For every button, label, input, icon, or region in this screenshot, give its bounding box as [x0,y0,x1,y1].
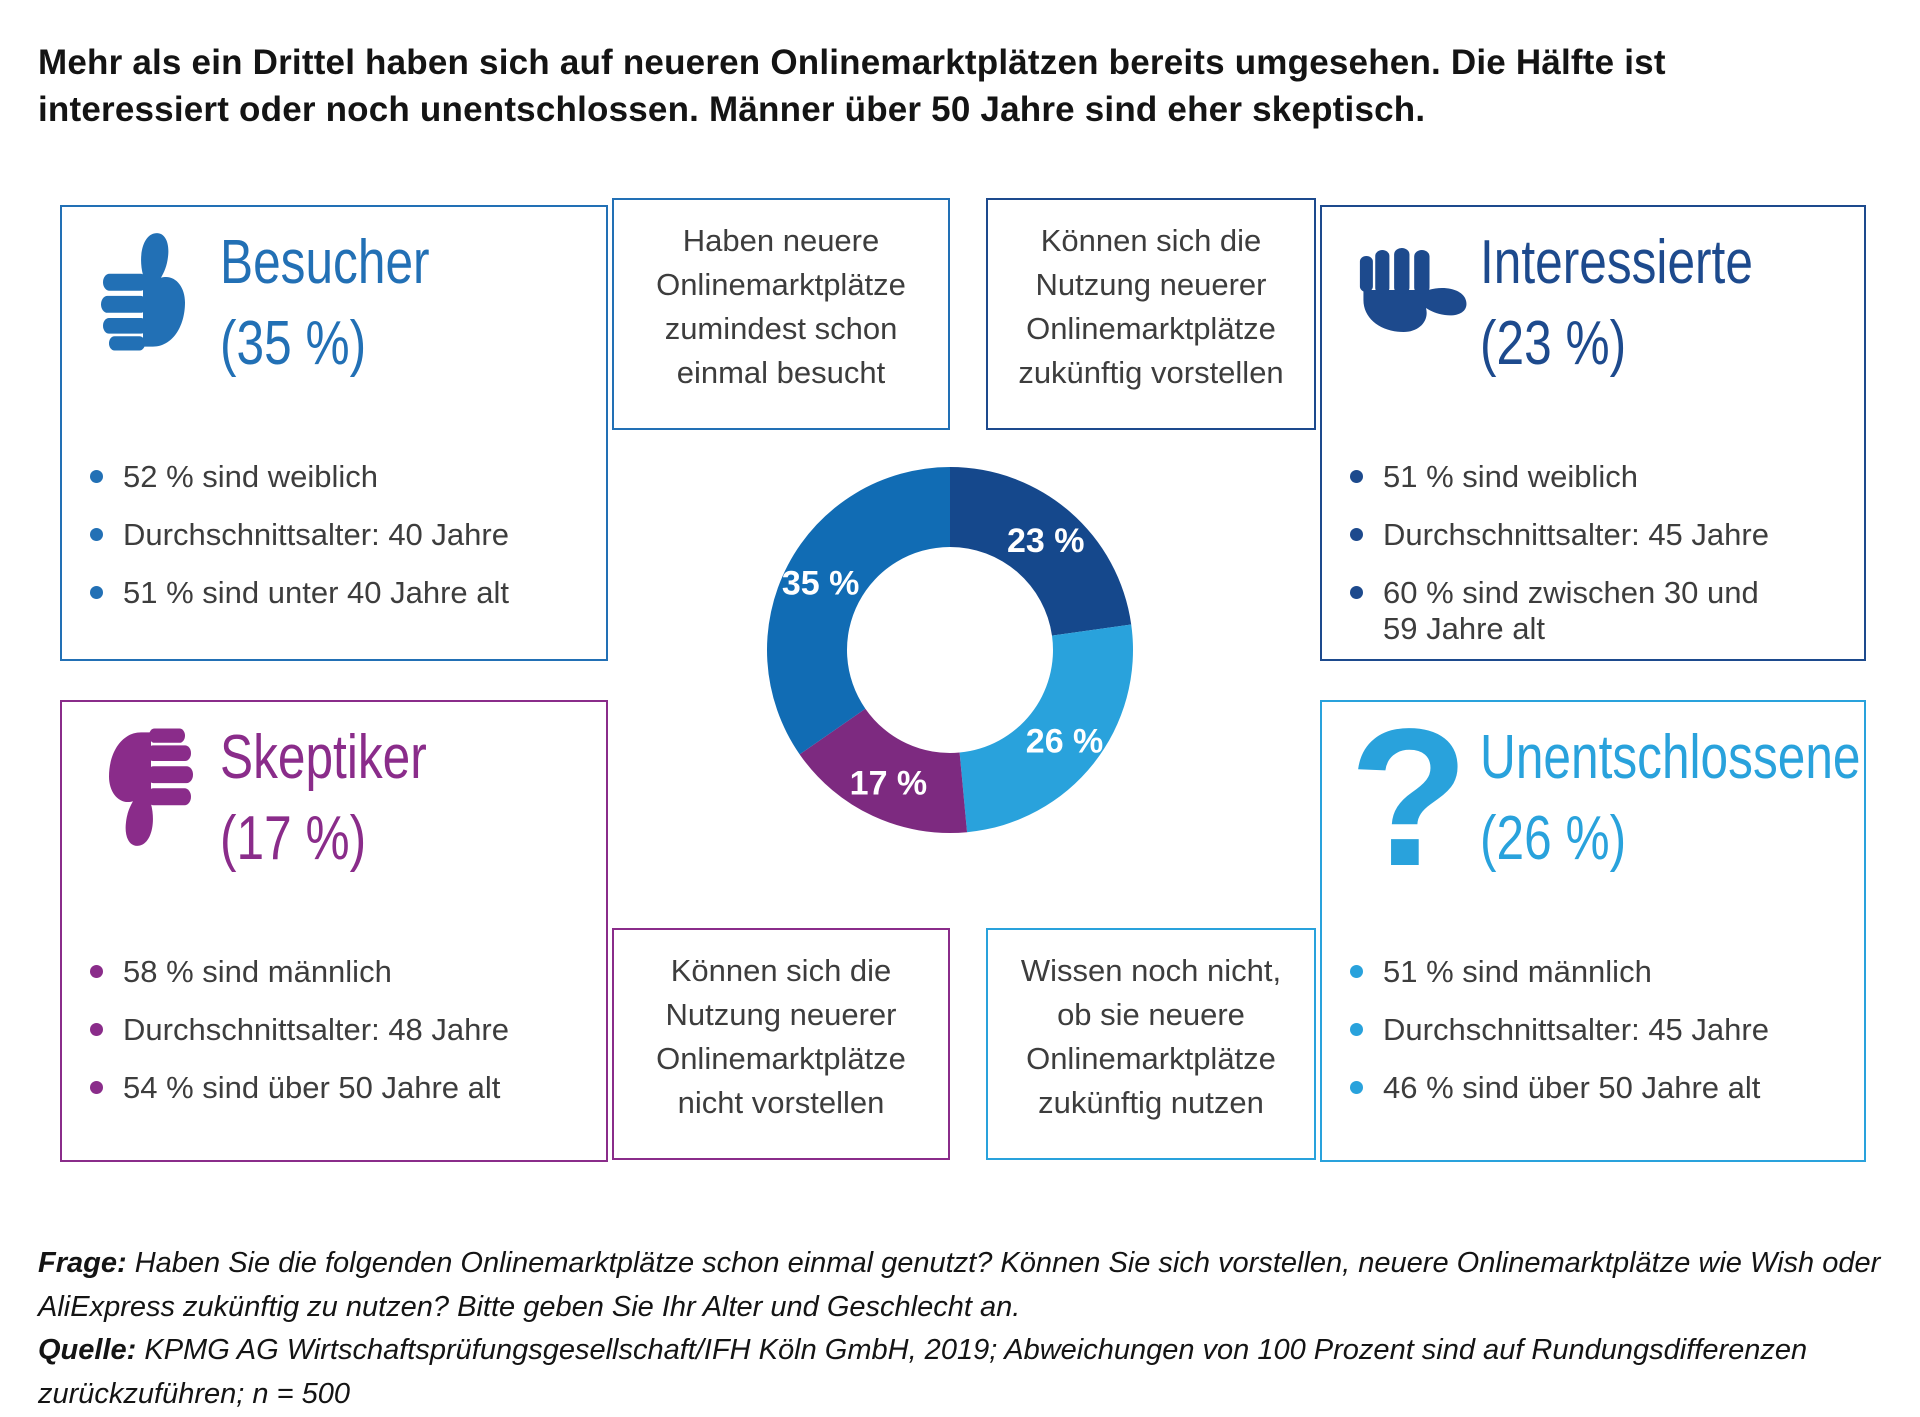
donut-slice-besucher [767,467,950,754]
segment-name: Besucher [220,228,430,297]
bullet-dot [1350,470,1363,483]
bullet-item [90,459,560,495]
bullet-dot [1350,1023,1363,1036]
besucher-bullets [90,459,560,633]
note-text: Wissen noch nicht, ob sie neuere Onlinemarktplätze zukünftig nutzen [1020,952,1282,1121]
unentschlossene-note-box [986,928,1316,1160]
donut-label-unentschlossene: 26 % [1025,722,1104,761]
bullet-text: Durchschnittsalter: 45 Jahre [1383,1012,1769,1047]
bullet-item [1350,954,1820,990]
unentschlossene-title [1480,718,1861,879]
unentschlossene-bullets [1350,954,1820,1128]
bullet-item [1350,517,1820,553]
besucher-note-box [612,198,950,430]
bullet-dot [90,528,103,541]
bullet-item [90,517,560,553]
bullet-item [1350,575,1820,647]
segment-pct: (23 %) [1480,308,1627,378]
bullet-text: 51 % sind weiblich [1383,459,1639,494]
bullet-text: Durchschnittsalter: 40 Jahre [123,517,509,552]
unentschlossene-header [1322,688,1864,907]
bullet-dot [90,586,103,599]
bullet-item [90,954,560,990]
interessierte-box [1320,205,1866,661]
bullet-dot [90,1023,103,1036]
bullet-item [90,1070,560,1106]
bullet-text: 46 % sind über 50 Jahre alt [1383,1070,1761,1105]
donut-chart [765,465,1135,835]
segment-pct: (26 %) [1480,803,1627,873]
page-title [38,40,1838,133]
skeptiker-box [60,700,608,1162]
note-text: Können sich die Nutzung neuerer Onlinemarktplätze nicht vorstellen [656,952,906,1121]
bullet-item [1350,459,1820,495]
bullet-dot [90,965,103,978]
bullet-text: 58 % sind männlich [123,954,392,989]
bullet-item [90,1012,560,1048]
bullet-dot [1350,586,1363,599]
note-text: Können sich die Nutzung neuerer Onlinemarktplätze zukünftig vorstellen [1018,222,1284,391]
segment-name: Unentschlossene [1480,723,1861,792]
skeptiker-header [62,702,606,879]
thumbs-down-icon [88,722,206,872]
interessierte-bullets [1350,459,1820,669]
bullet-dot [90,1081,103,1094]
bullet-text: Durchschnittsalter: 48 Jahre [123,1012,509,1047]
skeptiker-title [220,718,427,879]
bullet-text: 51 % sind unter 40 Jahre alt [123,575,510,610]
page-title-line-1: Mehr als ein Drittel haben sich auf neueren Onlinemarktplätzen bereits umgesehen. Die Hälfte ist [38,43,1666,82]
bullet-dot [90,470,103,483]
thumbs-sideways-icon [1348,227,1466,377]
quelle-line-1: Quelle: KPMG AG Wirtschaftsprüfungsgesellschaft/IFH Köln GmbH, 2019; Abweichungen von 100 Prozent sind auf Rundungsdifferenzen [38,1334,1808,1366]
skeptiker-note-box [612,928,950,1160]
note-text: Haben neuere Onlinemarktplätze zumindest schon einmal besucht [656,222,906,391]
segment-pct: (35 %) [220,308,367,378]
donut-label-interessierte: 23 % [1007,521,1085,560]
footer [38,1242,1898,1416]
bullet-text: 51 % sind männlich [1383,954,1652,989]
bullet-text: 60 % sind zwischen 30 und 59 Jahre alt [1383,575,1759,646]
bullet-text: 52 % sind weiblich [123,459,379,494]
segment-name: Interessierte [1480,228,1753,297]
bullet-dot [1350,1081,1363,1094]
bullet-text: 54 % sind über 50 Jahre alt [123,1070,501,1105]
segment-pct: (17 %) [220,803,367,873]
quelle-label: Quelle: [38,1334,137,1366]
bullet-item [90,575,560,611]
donut-chart-svg [765,465,1135,835]
bullet-text: Durchschnittsalter: 45 Jahre [1383,517,1769,552]
quelle-line-2: zurückzuführen; n = 500 [38,1377,350,1410]
interessierte-note-box [986,198,1316,430]
donut-label-besucher: 35 % [781,564,860,603]
interessierte-header [1322,207,1864,384]
bullet-item [1350,1012,1820,1048]
bullet-dot [1350,528,1363,541]
besucher-header [62,207,606,384]
page-title-line-2: interessiert oder noch unentschlossen. Männer über 50 Jahre sind eher skeptisch. [38,89,1426,129]
donut-label-skeptiker: 17 % [849,764,928,803]
unentschlossene-box [1320,688,1866,1162]
frage-line-1: Frage: Haben Sie die folgenden Onlinemarktplätze schon einmal genutzt? Können Sie sich vorstellen, neuere Onlinemarktplätze wie Wish oder [38,1247,1881,1279]
bullet-item [1350,1070,1820,1106]
bullet-dot [1350,965,1363,978]
thumbs-up-icon [88,227,206,377]
segment-name: Skeptiker [220,723,427,792]
besucher-box [60,205,608,661]
frage-label: Frage: [38,1247,127,1279]
skeptiker-bullets [90,954,560,1128]
question-mark-icon: ? [1349,688,1465,907]
frage-line-2: AliExpress zukünftig zu nutzen? Bitte geben Sie Ihr Alter und Geschlecht an. [38,1290,1021,1323]
interessierte-title [1480,223,1753,384]
besucher-title [220,223,430,384]
